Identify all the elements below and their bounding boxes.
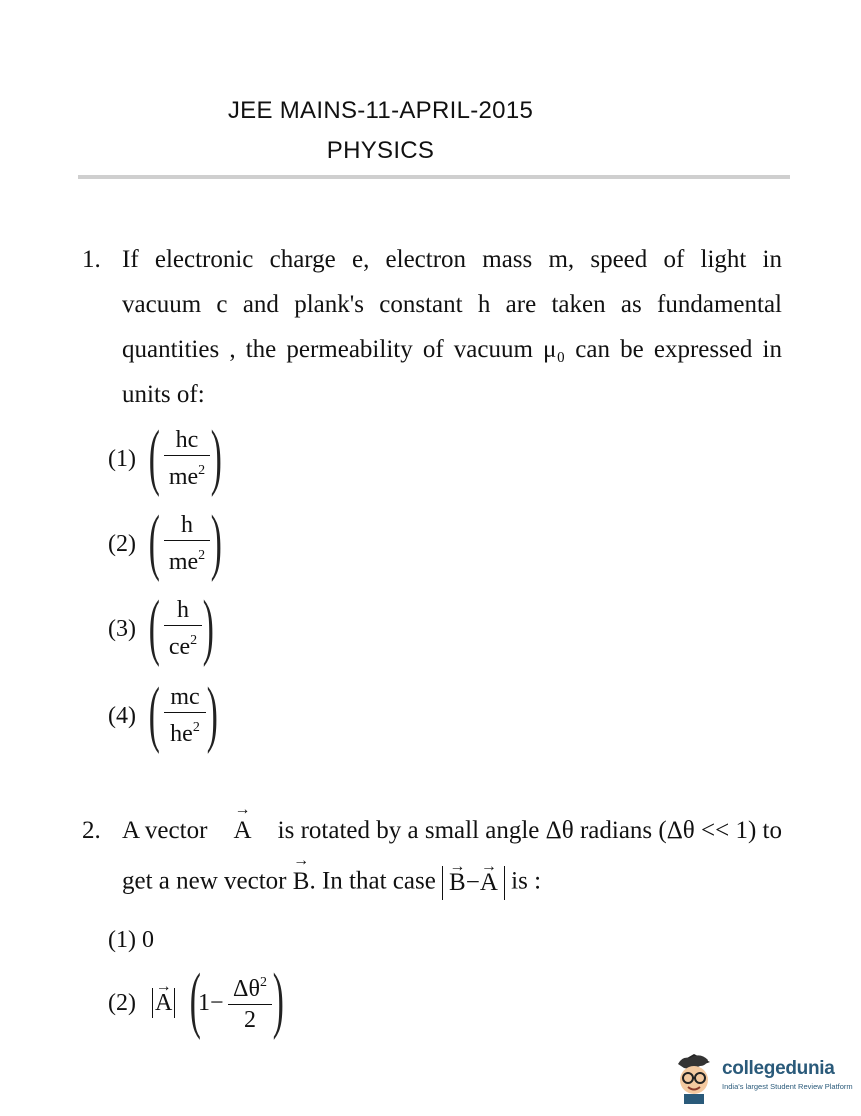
q1-option-4-fraction: [164, 682, 206, 749]
subject-heading: PHYSICS: [326, 137, 435, 164]
open-paren: (: [189, 959, 201, 1041]
open-paren: (: [148, 586, 160, 668]
q2-option-2-one-minus: 1−: [198, 990, 224, 1016]
question-2-number: 2.: [82, 817, 101, 844]
numerator: $\Delta\theta^2$: [233, 975, 267, 1002]
q1-option-3-fraction: [164, 595, 202, 662]
q1-option-4-label: (4): [108, 703, 136, 729]
student-mascot-icon: [670, 1046, 718, 1106]
q1-option-2-label: (2): [108, 531, 136, 557]
question-2-line-2: get a new vector → B. In that case → B−→ A is :: [122, 866, 541, 900]
q2-option-2-fraction: [228, 968, 272, 1035]
denominator: $ce^2$: [168, 633, 198, 661]
numerator: hc: [175, 427, 199, 453]
logo-name: collegedunia: [722, 1058, 835, 1079]
close-paren: ): [210, 416, 222, 498]
open-paren: (: [148, 673, 160, 755]
q1-option-1-label: (1): [108, 446, 136, 472]
q2-option-2-label: (2): [108, 990, 136, 1016]
question-1-line-4: units of:: [122, 381, 205, 408]
close-paren: ): [272, 959, 284, 1041]
header-divider: [78, 175, 790, 179]
q1-option-3-label: (3): [108, 616, 136, 642]
question-1-line-1: If electronic charge e, electron mass m, speed of light in: [122, 246, 782, 273]
collegedunia-logo: [670, 1046, 853, 1106]
vector-a: → A: [234, 817, 252, 845]
numerator: h: [177, 597, 189, 623]
question-1-line-3: quantities , the permeability of vacuum μ₀ can be expressed in: [122, 336, 782, 363]
vector-b: → B: [293, 868, 310, 896]
open-paren: (: [148, 501, 160, 583]
question-1-number: 1.: [82, 246, 101, 273]
question-1-line-2: vacuum c and plank's constant h are taken as fundamental: [122, 291, 782, 318]
question-2-line-1: A vector → A is rotated by a small angle Δθ radians (Δθ << 1) to: [122, 817, 782, 845]
open-paren: (: [148, 416, 160, 498]
magnitude-b-minus-a: → B−→ A: [442, 866, 505, 900]
q1-option-1-fraction: [164, 425, 210, 492]
q1-option-2-fraction: [164, 510, 210, 577]
denominator: $me^2$: [168, 463, 206, 491]
close-paren: ): [210, 501, 222, 583]
q2-option-1: (1) 0: [108, 927, 154, 953]
numerator: h: [181, 512, 193, 538]
close-paren: ): [202, 586, 214, 668]
logo-tagline: India's largest Student Review Platform: [722, 1082, 853, 1091]
document-title: JEE MAINS-11-APRIL-2015: [227, 97, 534, 124]
q2-option-2-vector: → A: [152, 988, 175, 1018]
denominator: 2: [244, 1007, 256, 1034]
denominator: $me^2$: [168, 548, 206, 576]
close-paren: ): [206, 673, 218, 755]
denominator: $he^2$: [170, 720, 200, 748]
numerator: mc: [170, 684, 200, 710]
